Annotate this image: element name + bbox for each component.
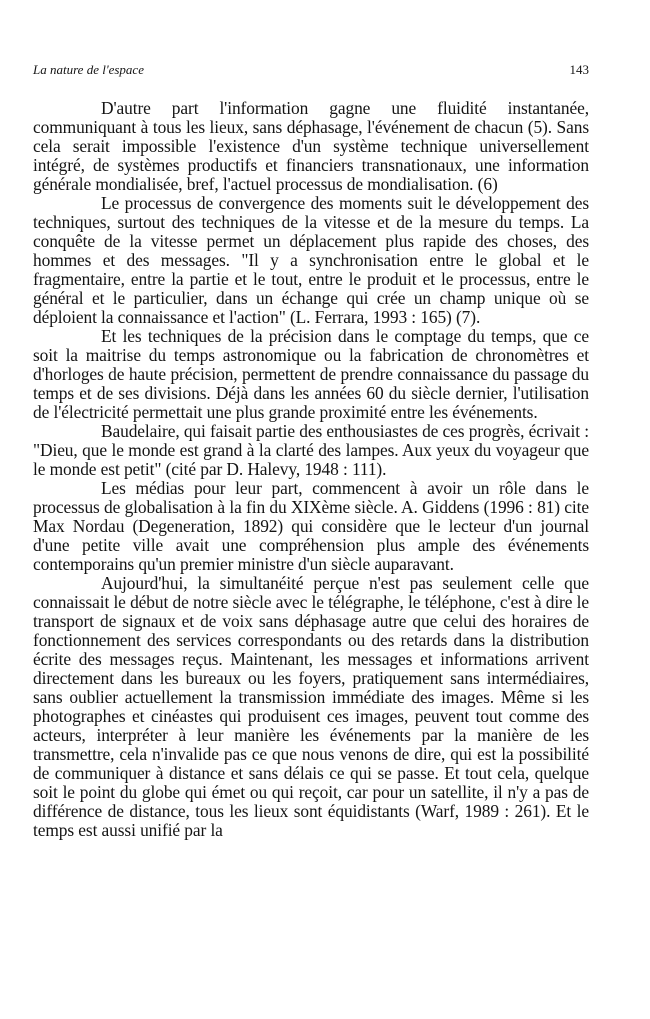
page-number: 143: [569, 62, 589, 77]
paragraph-media-globalisation: Les médias pour leur part, commencent à avoir un rôle dans le processus de globalisation à la fin du XIXème siècle. A. Giddens (1996 : 81) cite Max Nordau (Degeneration, 1892) qui considère que le lecteur d'un journal d'une petite ville avait une compréhension plus ample des événements contemporains qu'un premier ministre d'un siècle auparavant.: [33, 478, 589, 574]
body-text: [33, 99, 589, 840]
paragraph-baudelaire-quote: Baudelaire, qui faisait partie des enthousiastes de ces progrès, écrivait : "Dieu, que le monde est grand à la clarté des lampes. Aux yeux du voyageur que le monde est petit" (cité par D. Halevy, 1948 : 111).: [33, 421, 589, 479]
paragraph-information-fluidity: D'autre part l'information gagne une fluidité instantanée, communiquant à tous les lieux, sans déphasage, l'événement de chacun (5). Sans cela serait impossible l'existence d'un système technique universellement intégré, de systèmes productifs et financiers transnationaux, une information générale mondialisée, bref, l'actuel processus de mondialisation. (6): [33, 98, 589, 194]
paragraph-perceived-simultaneity: Aujourd'hui, la simultanéité perçue n'est pas seulement celle que connaissait le début de notre siècle avec le télégraphe, le téléphone, c'est à dire le transport de signaux et de voix sans déphasage autre que celui des horaires de fonctionnement des services correspondants ou des retards dans la distribution écrite des messages reçus. Maintenant, les messages et informations arrivent directement dans les bureaux ou les foyers, pratiquement sans intermédiaires, sans oublier actuellement la transmission immédiate des images. Même si les photographes et cinéastes qui produisent ces images, peuvent tout comme des acteurs, interpréter à leur manière les événements par la manière de les transmettre, cela n'invalide pas ce que nous venons de dire, qui est la possibilité de communiquer à distance et sans délais ce qui se passe. Et tout cela, quelque soit le point du globe qui émet ou qui reçoit, car pour un satellite, il n'y a pas de différence de distance, tous les lieux sont équidistants (Warf, 1989 : 261). Et le temps est aussi unifié par la: [33, 573, 589, 840]
paragraph-convergence-of-moments: Le processus de convergence des moments suit le développement des techniques, surtout des techniques de la vitesse et de la mesure du temps. La conquête de la vitesse permet un déplacement plus rapide des choses, des hommes et des messages. "Il y a synchronisation entre le global et le fragmentaire, entre la partie et le tout, entre le produit et le processus, entre le général et le particulier, dans un échange qui crée un champ unique où se déploient la connaissance et l'action" (L. Ferrara, 1993 : 165) (7).: [33, 193, 589, 327]
book-page: [33, 0, 589, 1019]
running-header: [33, 62, 589, 82]
paragraph-precision-techniques: Et les techniques de la précision dans le comptage du temps, que ce soit la maitrise du temps astronomique ou la fabrication de chronomètres et d'horloges de haute précision, permettent de prendre connaissance du passage du temps et de ses divisions. Déjà dans les années 60 du siècle dernier, l'utilisation de l'électricité permettait une plus grande proximité entre les événements.: [33, 326, 589, 422]
running-title: La nature de l'espace: [33, 62, 144, 77]
